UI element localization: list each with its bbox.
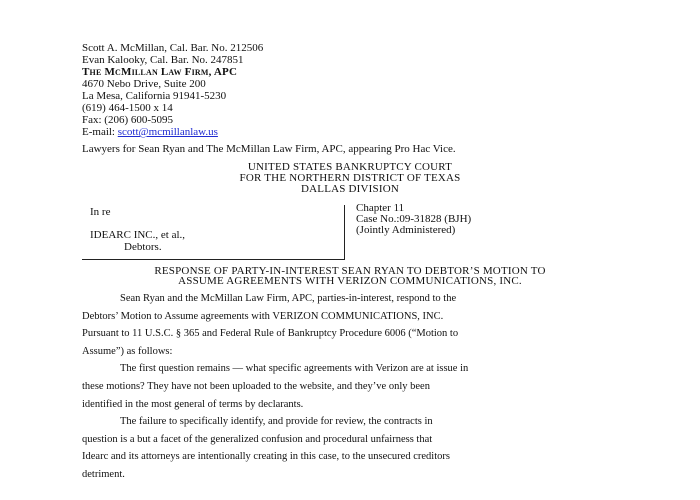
document-body <box>82 290 622 484</box>
court-line-2: FOR THE NORTHERN DISTRICT OF TEXAS <box>239 172 461 184</box>
body-line: question is a but a facet of the generalized confusion and procedural unfairness that <box>82 433 433 445</box>
chapter: Chapter 11 <box>356 202 405 214</box>
body-line: detriment. <box>82 468 125 480</box>
document-title <box>0 266 700 286</box>
paragraph-2 <box>82 360 622 413</box>
email-label: E-mail: <box>82 126 118 138</box>
body-line: The first question remains — what specific agreements with Verizon are at issue in <box>120 363 469 375</box>
debtor-name: IDEARC INC., et al., <box>90 229 186 241</box>
paragraph-3 <box>82 413 622 483</box>
body-line: Idearc and its attorneys are intentionally creating in this case, to the unsecured creditors <box>82 451 450 463</box>
phone: (619) 464-1500 x 14 <box>82 102 173 114</box>
body-line: Assume”) as follows: <box>82 345 173 357</box>
firm-name: The McMillan Law Firm, APC <box>82 66 238 78</box>
body-line: these motions? They have not been uploaded to the website, and they’ve only been <box>82 380 430 392</box>
body-line: Pursuant to 11 U.S.C. § 365 and Federal Rule of Bankruptcy Procedure 6006 (“Motion to <box>82 328 459 340</box>
attorney-line-1: Scott A. McMillan, Cal. Bar. No. 212506 <box>82 42 264 54</box>
body-line: identified in the most general of terms by declarants. <box>82 398 304 410</box>
attorney-line-2: Evan Kalooky, Cal. Bar. No. 247851 <box>82 54 244 66</box>
body-line: The failure to specifically identify, and provide for review, the contracts in <box>120 416 433 428</box>
jointly-administered: (Jointly Administered) <box>356 224 456 236</box>
appearing-statement: Lawyers for Sean Ryan and The McMillan Law Firm, APC, appearing Pro Hac Vice. <box>82 143 456 155</box>
title-line-1: RESPONSE OF PARTY-IN-INTEREST SEAN RYAN TO DEBTOR’S MOTION TO <box>154 265 546 277</box>
attorney-block <box>82 42 263 102</box>
address-line-2: La Mesa, California 91941-5230 <box>82 90 227 102</box>
debtors-label: Debtors. <box>124 241 162 253</box>
in-re: In re <box>90 206 111 218</box>
court-line-3: DALLAS DIVISION <box>300 183 400 195</box>
address-line-1: 4670 Nebo Drive, Suite 200 <box>82 78 206 90</box>
body-line: Debtors’ Motion to Assume agreements with VERIZON COMMUNICATIONS, INC. <box>82 310 444 322</box>
title-line-2: ASSUME AGREEMENTS WITH VERIZON COMMUNICATIONS, INC. <box>178 275 522 287</box>
court-heading <box>0 162 700 195</box>
court-line-1: UNITED STATES BANKRUPTCY COURT <box>247 161 453 173</box>
paragraph-1 <box>82 290 622 360</box>
caption-case-info <box>356 203 471 236</box>
email-link[interactable]: scott@mcmillanlaw.us <box>117 126 218 138</box>
case-number: Case No.:09-31828 (BJH) <box>356 213 472 225</box>
email-line <box>82 126 218 138</box>
body-line: Sean Ryan and the McMillan Law Firm, APC, parties-in-interest, respond to the <box>120 293 457 304</box>
case-caption <box>82 199 622 259</box>
contact-block <box>82 102 218 138</box>
fax: Fax: (206) 600-5095 <box>82 114 174 126</box>
caption-parties <box>82 205 345 260</box>
